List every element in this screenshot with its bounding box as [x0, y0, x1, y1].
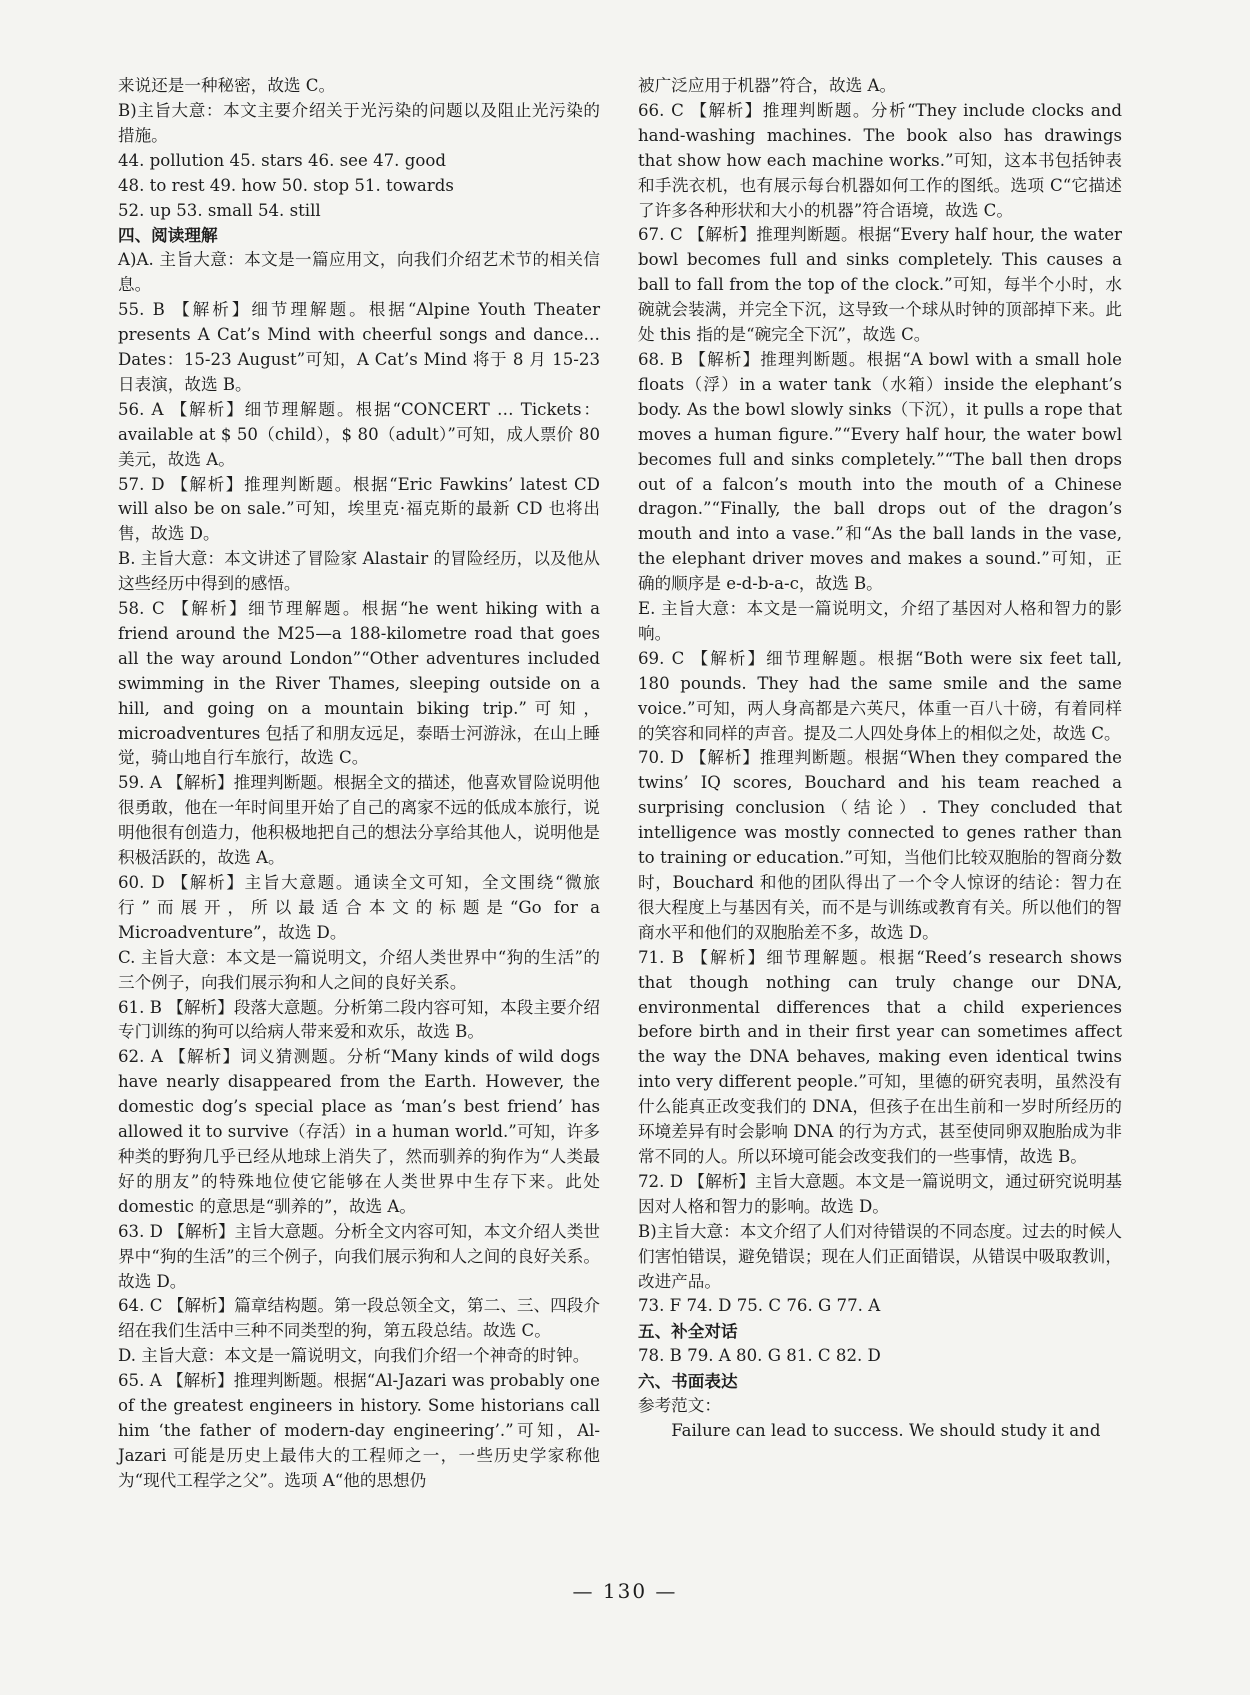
- passage-summary: B. 主旨大意：本文讲述了冒险家 Alastair 的冒险经历，以及他从这些经历中得到的感悟。: [118, 549, 600, 594]
- passage-summary: D. 主旨大意：本文是一篇说明文，向我们介绍一个神奇的时钟。: [118, 1346, 590, 1366]
- left-column: [118, 74, 600, 1494]
- passage-summary: B)主旨大意：本文介绍了人们对待错误的不同态度。过去的时候人们害怕错误，避免错误；现在人们正面错误，从错误中吸取教训，改进产品。: [638, 1221, 1122, 1291]
- question-explanation: 56. A 【解析】细节理解题。根据“CONCERT … Tickets：available at $ 50（child），$ 80（adult）”可知，成人票价 80 美元，故选 A。: [118, 399, 600, 469]
- answer-row: 78. B 79. A 80. G 81. C 82. D: [638, 1346, 881, 1366]
- essay-text: Failure can lead to success. We should study it and: [671, 1420, 1101, 1440]
- section-heading: 四、阅读理解: [118, 225, 218, 246]
- answer-row: 48. to rest 49. how 50. stop 51. towards: [118, 175, 454, 195]
- question-explanation: 71. B 【解析】细节理解题。根据“Reed’s research shows that though nothing can truly change our DNA, environmental differences that a child experiences before birth and in their first year can sometimes affect the way the DNA behaves, making even identical twins into very different people.”可知，里德的研究表明，虽然没有什么能真正改变我们的 DNA，但孩子在出生前和一岁时所经历的环境差异有时会影响 DNA 的行为方式，甚至使同卵双胞胎成为非常不同的人。所以环境可能会改变我们的一些事情，故选 B。: [638, 947, 1122, 1166]
- text-line: 来说还是一种秘密，故选 C。: [118, 76, 336, 95]
- passage-summary: C. 主旨大意：本文是一篇说明文，介绍人类世界中“狗的生活”的三个例子，向我们展示狗和人之间的良好关系。: [118, 947, 600, 992]
- answer-row: 44. pollution 45. stars 46. see 47. good: [118, 150, 446, 170]
- section-heading: 六、书面表达: [638, 1371, 738, 1392]
- question-explanation: 59. A 【解析】推理判断题。根据全文的描述，他喜欢冒险说明他很勇敢，他在一年时间里开始了自己的离家不远的低成本旅行，说明他很有创造力，他积极地把自己的想法分享给其他人，说明他是积极活跃的，故选 A。: [118, 773, 600, 868]
- answer-row: 73. F 74. D 75. C 76. G 77. A: [638, 1296, 881, 1316]
- answer-row: 52. up 53. small 54. still: [118, 200, 321, 220]
- question-explanation: 58. C 【解析】细节理解题。根据“he went hiking with a friend around the M25—a 188-kilometre road that goes all the way around London”“Other adventures included swimming in the River Thames, sleeping outside on a hill, and going on a mountain biking trip.”可知，microadventures 包括了和朋友远足，泰晤士河游泳，在山上睡觉，骑山地自行车旅行，故选 C。: [118, 599, 600, 768]
- question-explanation: 69. C 【解析】细节理解题。根据“Both were six feet tall, 180 pounds. They had the same smile and the same voice.”可知，两人身高都是六英尺，体重一百八十磅，有着同样的笑容和同样的声音。提及二人四处身体上的相似之处，故选 C。: [638, 648, 1122, 743]
- question-explanation: 70. D 【解析】推理判断题。根据“When they compared the twins’ IQ scores, Bouchard and his team reached a surprising conclusion（结论）. They concluded that intelligence was mostly connected to genes rather than to training or education.”可知，当他们比较双胞胎的智商分数时，Bouchard 和他的团队得出了一个令人惊讶的结论：智力在很大程度上与基因有关，而不是与训练或教育有关。所以他们的智商水平和他们的双胞胎差不多，故选 D。: [638, 748, 1122, 942]
- question-explanation: 64. C 【解析】篇章结构题。第一段总领全文，第二、三、四段介绍在我们生活中三种不同类型的狗，第五段总结。故选 C。: [118, 1296, 600, 1341]
- question-explanation: 60. D 【解析】主旨大意题。通读全文可知，全文围绕“微旅行”而展开，所以最适合本文的标题是“Go for a Microadventure”，故选 D。: [118, 873, 600, 942]
- question-explanation: 72. D 【解析】主旨大意题。本文是一篇说明文，通过研究说明基因对人格和智力的影响。故选 D。: [638, 1171, 1122, 1216]
- passage-summary: A)A. 主旨大意：本文是一篇应用文，向我们介绍艺术节的相关信息。: [118, 250, 600, 295]
- right-column: [638, 74, 1122, 1444]
- question-explanation: 61. B 【解析】段落大意题。分析第二段内容可知，本段主要介绍专门训练的狗可以给病人带来爱和欢乐，故选 B。: [118, 997, 600, 1042]
- passage-summary: E. 主旨大意：本文是一篇说明文，介绍了基因对人格和智力的影响。: [638, 599, 1122, 643]
- question-explanation: 68. B 【解析】推理判断题。根据“A bowl with a small hole floats（浮）in a water tank（水箱）inside the elephant’s body. As the bowl slowly sinks（下沉），it pulls a rope that moves a human figure.”“Every half hour, the water bowl becomes full and sinks completely.”“The ball then drops out of a falcon’s mouth into the mouth of a Chinese dragon.”“Finally, the ball drops out of the dragon’s mouth and into a vase.”和“As the ball lands in the vase, the elephant driver moves and makes a sound.”可知，正确的顺序是 e-d-b-a-c，故选 B。: [638, 349, 1122, 594]
- text-line: 被广泛应用于机器”符合，故选 A。: [638, 76, 897, 95]
- question-explanation: 62. A 【解析】词义猜测题。分析“Many kinds of wild dogs have nearly disappeared from the Earth. However, the domestic dog’s special place as ‘man’s best friend’ has allowed it to survive（存活）in a human world.”可知，许多种类的野狗几乎已经从地球上消失了，然而驯养的狗作为“人类最好的朋友”的特殊地位使它能够在人类世界中生存下来。此处 domestic 的意思是“驯养的”，故选 A。: [118, 1047, 600, 1216]
- passage-summary: B)主旨大意：本文主要介绍关于光污染的问题以及阻止光污染的措施。: [118, 100, 600, 145]
- question-explanation: 55. B 【解析】细节理解题。根据“Alpine Youth Theater presents A Cat’s Mind with cheerful songs and dance… Dates：15-23 August”可知，A Cat’s Mind 将于 8 月 15-23 日表演，故选 B。: [118, 300, 600, 394]
- page-number: — 130 —: [572, 1579, 678, 1603]
- question-explanation: 67. C 【解析】推理判断题。根据“Every half hour, the water bowl becomes full and sinks completely. This causes a ball to fall from the top of the clock.”可知，每半个小时，水碗就会装满，并完全下沉，这导致一个球从时钟的顶部掉下来。此处 this 指的是“碗完全下沉”，故选 C。: [638, 225, 1122, 345]
- question-explanation: 66. C 【解析】推理判断题。分析“They include clocks and hand-washing machines. The book also has drawings that show how each machine works.”可知，这本书包括钟表和手洗衣机，也有展示每台机器如何工作的图纸。选项 C“它描述了许多各种形状和大小的机器”符合语境，故选 C。: [638, 100, 1122, 220]
- section-heading: 五、补全对话: [638, 1321, 738, 1342]
- question-explanation: 57. D 【解析】推理判断题。根据“Eric Fawkins’ latest CD will also be on sale.”可知，埃里克·福克斯的最新 CD 也将出售，故选 D。: [118, 474, 600, 544]
- reference-label: 参考范文：: [638, 1396, 721, 1416]
- question-explanation: 63. D 【解析】主旨大意题。分析全文内容可知，本文介绍人类世界中“狗的生活”的三个例子，向我们展示狗和人之间的良好关系。故选 D。: [118, 1221, 600, 1291]
- question-explanation: 65. A 【解析】推理判断题。根据“Al-Jazari was probably one of the greatest engineers in history. Some historians call him ‘the father of modern-day engineering’.”可知，Al-Jazari 可能是历史上最伟大的工程师之一，一些历史学家称他为“现代工程学之父”。选项 A“他的思想仍: [118, 1371, 600, 1490]
